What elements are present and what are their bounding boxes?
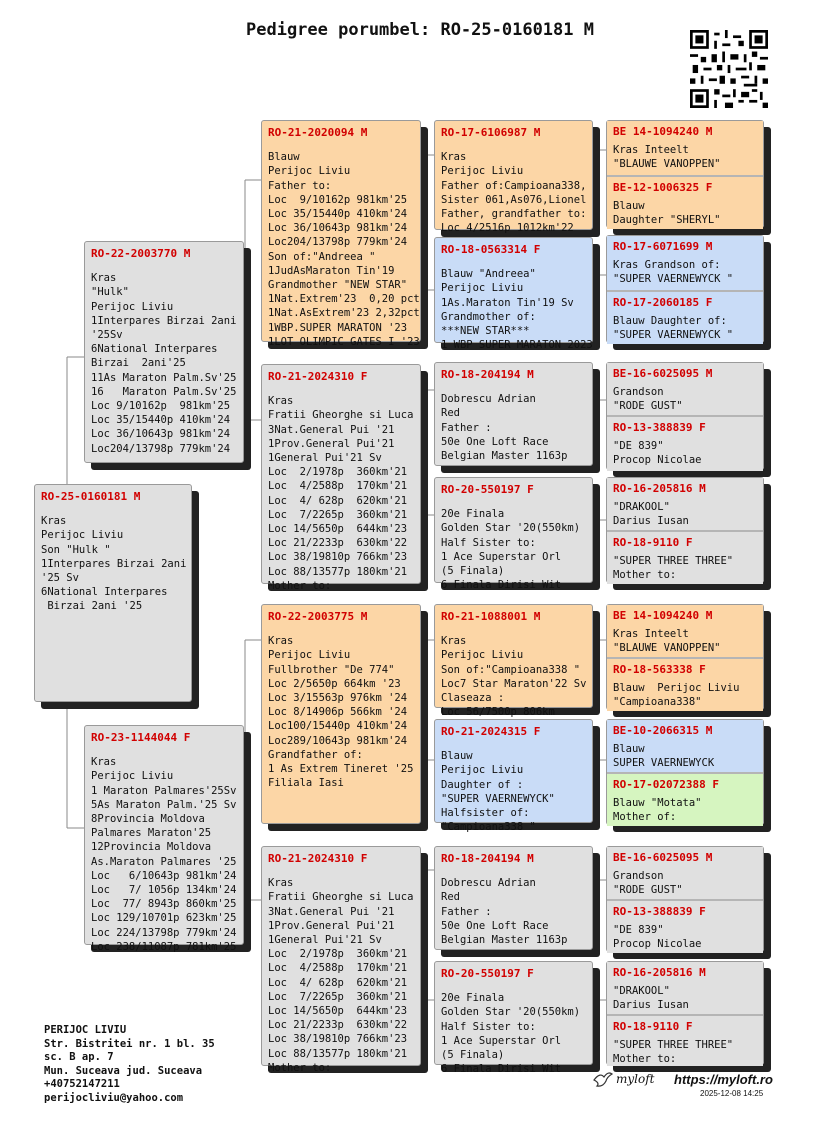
ancestor-ring: RO-18-563338 F (613, 663, 706, 676)
great-grandparent-ring: RO-17-6106987 M (441, 126, 541, 139)
ancestor-ring: RO-17-02072388 F (613, 778, 719, 791)
pigeon-logo-icon (592, 1068, 614, 1090)
ancestor-ring: RO-13-388839 F (613, 421, 706, 434)
ancestor-ring: BE 14-1094240 M (613, 125, 713, 138)
owner-contact (44, 1024, 215, 1105)
ancestor-ring: RO-16-205816 M (613, 482, 706, 495)
ancestor-ring: BE-10-2066315 M (613, 724, 713, 737)
ancestor-dam[interactable]: RO-13-388839 F "DE 839" Procop Nicolae (607, 899, 763, 953)
great-grandparent-card[interactable]: RO-18-204194 M Dobrescu Adrian Red Father : 50e One Loft Race Belgian Master 1163p (434, 846, 593, 950)
grandsire-maternal-ring: RO-22-2003775 M (268, 610, 368, 623)
ancestor-dam[interactable]: RO-18-9110 F "SUPER THREE THREE" Mother to: (607, 530, 763, 584)
ancestor-dam[interactable]: RO-17-2060185 F Blauw Daughter of: "SUPER VAERNEWYCK " (607, 290, 763, 344)
ancestor-sire[interactable]: BE-16-6025095 M Grandson "RODE GUST" (607, 847, 763, 899)
generated-timestamp: 2025-12-08 14:25 (700, 1089, 764, 1098)
granddam-maternal-card[interactable] (261, 846, 421, 1074)
granddam-paternal-card[interactable] (261, 364, 421, 592)
ancestor-sire[interactable]: RO-17-6071699 M Kras Grandson of: "SUPER VAERNEWYCK " (607, 236, 763, 290)
granddam-maternal-ring: RO-21-2024310 F (268, 852, 368, 865)
ancestor-sire[interactable]: RO-16-205816 M "DRAKOOL" Darius Iusan (607, 478, 763, 530)
ancestor-sire[interactable]: BE 14-1094240 M Kras Inteelt "BLAUWE VANOPPEN" (607, 121, 763, 175)
ancestor-pair-card[interactable] (606, 846, 764, 952)
ancestor-ring: BE-12-1006325 F (613, 181, 713, 194)
ancestor-ring: BE-16-6025095 M (613, 851, 713, 864)
ancestor-pair-card[interactable] (606, 235, 764, 343)
owner-name: PERIJOC LIVIU (44, 1024, 127, 1036)
ancestor-dam[interactable]: BE-12-1006325 F Blauw Daughter "SHERYL" (607, 175, 763, 229)
great-grandparent-ring: RO-20-550197 F (441, 483, 534, 496)
grandsire-paternal-card[interactable] (261, 120, 421, 348)
ancestor-ring: RO-17-6071699 M (613, 240, 713, 253)
grandsire-paternal-ring: RO-21-2020094 M (268, 126, 368, 139)
great-grandparent-card[interactable]: RO-21-2024315 F Blauw Perijoc Liviu Daughter of : "SUPER VAERNEWYCK" Halfsister of: "Campioana338 " (434, 719, 593, 823)
dam-lines: Kras Perijoc Liviu 1 Maraton Palmares'25Sv 5As Maraton Palm.'25 Sv 8Provincia Moldova Palmares Maraton'25 12Provincia Moldova As.Maraton Palmares '25 Loc 6/10643p 981km'24 Loc 7/ 1056p 134km'24 Loc 77/ 8943p 860km'25 Loc 129/10701p 623km'25 Loc 224/13798p 779km'24 Loc 238/11087p 781km'25 (91, 756, 237, 953)
great-grandparent-ring: RO-21-2024315 F (441, 725, 541, 738)
ancestor-dam[interactable]: RO-17-02072388 F Blauw "Motata" Mother of: (607, 772, 763, 826)
ancestor-dam[interactable]: RO-18-9110 F "SUPER THREE THREE" Mother to: (607, 1014, 763, 1066)
ancestor-pair-card[interactable] (606, 477, 764, 583)
great-grandparent-card[interactable]: RO-18-0563314 F Blauw "Andreea" Perijoc Liviu 1As.Maraton Tin'19 Sv Grandmother of: ***NEW STAR*** 1 WBP SUPER MARATON 2023 (434, 237, 593, 343)
page-title: Pedigree porumbel: RO-25-0160181 M (246, 20, 594, 40)
owner-address: Str. Bistritei nr. 1 bl. 35 (44, 1037, 215, 1050)
ancestor-ring: RO-17-2060185 F (613, 296, 713, 309)
great-grandparent-card[interactable]: RO-18-204194 M Dobrescu Adrian Red Father : 50e One Loft Race Belgian Master 1163p (434, 362, 593, 466)
great-grandparent-card[interactable]: RO-21-1088001 M Kras Perijoc Liviu Son of:"Campioana338 " Loc7 Star Maraton'22 Sv Claseaza : Loc 56/7500p 806km (434, 604, 593, 708)
granddam-maternal-lines: Kras Fratii Gheorghe si Luca 3Nat.General Pui '21 1Prov.General Pui'21 1General Pui'21 Sv Loc 2/1978p 360km'21 Loc 4/2588p 170km'21 Loc 4/ 628p 620km'21 Loc 7/2265p 360km'21 Loc 14/5650p 644km'23 Loc 21/2233p 630km'22 Loc 38/19810p 766km'23 Loc 88/13577p 180km'21 Mother to: (268, 877, 414, 1074)
ancestor-sire[interactable]: BE 14-1094240 M Kras Inteelt "BLAUWE VANOPPEN" (607, 605, 763, 657)
great-grandparent-card[interactable]: RO-20-550197 F 20e Finala Golden Star '20(550km) Half Sister to: 1 Ace Superstar Orl (5 Finala) 6 Finala Dirisi Wit (434, 961, 593, 1065)
ancestor-ring: RO-18-9110 F (613, 1020, 693, 1033)
subject-card[interactable] (34, 484, 192, 702)
sire-card[interactable] (84, 241, 244, 463)
ancestor-ring: RO-16-205816 M (613, 966, 706, 979)
great-grandparent-ring: RO-21-1088001 M (441, 610, 541, 623)
grandsire-maternal-card[interactable] (261, 604, 421, 824)
ancestor-pair-card[interactable] (606, 362, 764, 470)
dam-card[interactable] (84, 725, 244, 953)
site-link[interactable]: https://myloft.ro (674, 1072, 773, 1087)
ancestor-pair-card[interactable] (606, 719, 764, 825)
ancestor-pair-card[interactable] (606, 961, 764, 1065)
sire-lines: Kras "Hulk" Perijoc Liviu 1Interpares Birzai 2ani '25Sv 6National Interpares Birzai 2ani'25 11As Maraton Palm.Sv'25 16 Maraton Palm.Sv'25 Loc 9/10162p 981km'25 Loc 35/15440p 410km'24 Loc 36/10643p 981km'24 Loc204/13798p 779km'24 (91, 272, 237, 455)
subject-lines: Kras Perijoc Liviu Son "Hulk " 1Interpares Birzai 2ani '25 Sv 6National Interpares Birzai 2ani '25 (41, 515, 187, 613)
ancestor-ring: RO-13-388839 F (613, 905, 706, 918)
ancestor-sire[interactable]: BE-16-6025095 M Grandson "RODE GUST" (607, 363, 763, 415)
sire-ring: RO-22-2003770 M (91, 247, 191, 260)
ancestor-ring: BE-16-6025095 M (613, 367, 713, 380)
great-grandparent-card[interactable]: RO-17-6106987 M Kras Perijoc Liviu Father of:Campioana338, Sister 061,As076,Lionel Father, grandfather to: Loc 4/2516p 1012km'22 (434, 120, 593, 230)
great-grandparent-card[interactable]: RO-20-550197 F 20e Finala Golden Star '20(550km) Half Sister to: 1 Ace Superstar Orl (5 Finala) 6 Finala Dirisi Wit (434, 477, 593, 583)
granddam-paternal-lines: Kras Fratii Gheorghe si Luca 3Nat.General Pui '21 1Prov.General Pui'21 1General Pui'21 Sv Loc 2/1978p 360km'21 Loc 4/2588p 170km'21 Loc 4/ 628p 620km'21 Loc 7/2265p 360km'21 Loc 14/5650p 644km'23 Loc 21/2233p 630km'22 Loc 38/19810p 766km'23 Loc 88/13577p 180km'21 Mother to: (268, 395, 414, 592)
ancestor-dam[interactable]: RO-13-388839 F "DE 839" Procop Nicolae (607, 415, 763, 471)
owner-city: Mun. Suceava jud. Suceava (44, 1064, 203, 1077)
great-grandparent-ring: RO-18-204194 M (441, 852, 534, 865)
grandsire-paternal-lines: Blauw Perijoc Liviu Father to: Loc 9/10162p 981km'25 Loc 35/15440p 410km'24 Loc 36/10643p 981km'24 Loc204/13798p 779km'24 Son of:"Andreea " 1JudAsMaraton Tin'19 Grandmother "NEW STAR" 1Nat.Extrem'23 0,20 pct 1Nat.AsExtrem'23 2,32pct 1WBP.SUPER MARATON '23 1LOT OLIMPIC GATES I '23 (268, 151, 420, 348)
owner-email[interactable]: perijocliviu@yahoo.com (44, 1091, 184, 1104)
myloft-logo: myloft (616, 1072, 655, 1086)
grandsire-maternal-lines: Kras Perijoc Liviu Fullbrother "De 774" Loc 2/5650p 664km '23 Loc 3/15563p 976km '24 Loc 8/14906p 566km '24 Loc100/15440p 410km'24 Loc289/10643p 981km'24 Grandfather of: 1 As Extrem Tineret '25 Filiala Iasi (268, 635, 414, 790)
great-grandparent-ring: RO-18-0563314 F (441, 243, 541, 256)
ancestor-ring: RO-18-9110 F (613, 536, 693, 549)
great-grandparent-ring: RO-20-550197 F (441, 967, 534, 980)
ancestor-pair-card[interactable] (606, 120, 764, 228)
ancestor-sire[interactable]: RO-16-205816 M "DRAKOOL" Darius Iusan (607, 962, 763, 1014)
dam-ring: RO-23-1144044 F (91, 731, 191, 744)
ancestor-pair-card[interactable] (606, 604, 764, 710)
granddam-paternal-ring: RO-21-2024310 F (268, 370, 368, 383)
ancestor-ring: BE 14-1094240 M (613, 609, 713, 622)
great-grandparent-ring: RO-18-204194 M (441, 368, 534, 381)
ancestor-dam[interactable]: RO-18-563338 F Blauw Perijoc Liviu "Campioana338" (607, 657, 763, 711)
ancestor-sire[interactable]: BE-10-2066315 M Blauw SUPER VAERNEWYCK (607, 720, 763, 772)
subject-ring: RO-25-0160181 M (41, 490, 141, 503)
owner-phone: +40752147211 (44, 1078, 120, 1090)
owner-address: sc. B ap. 7 (44, 1051, 114, 1063)
